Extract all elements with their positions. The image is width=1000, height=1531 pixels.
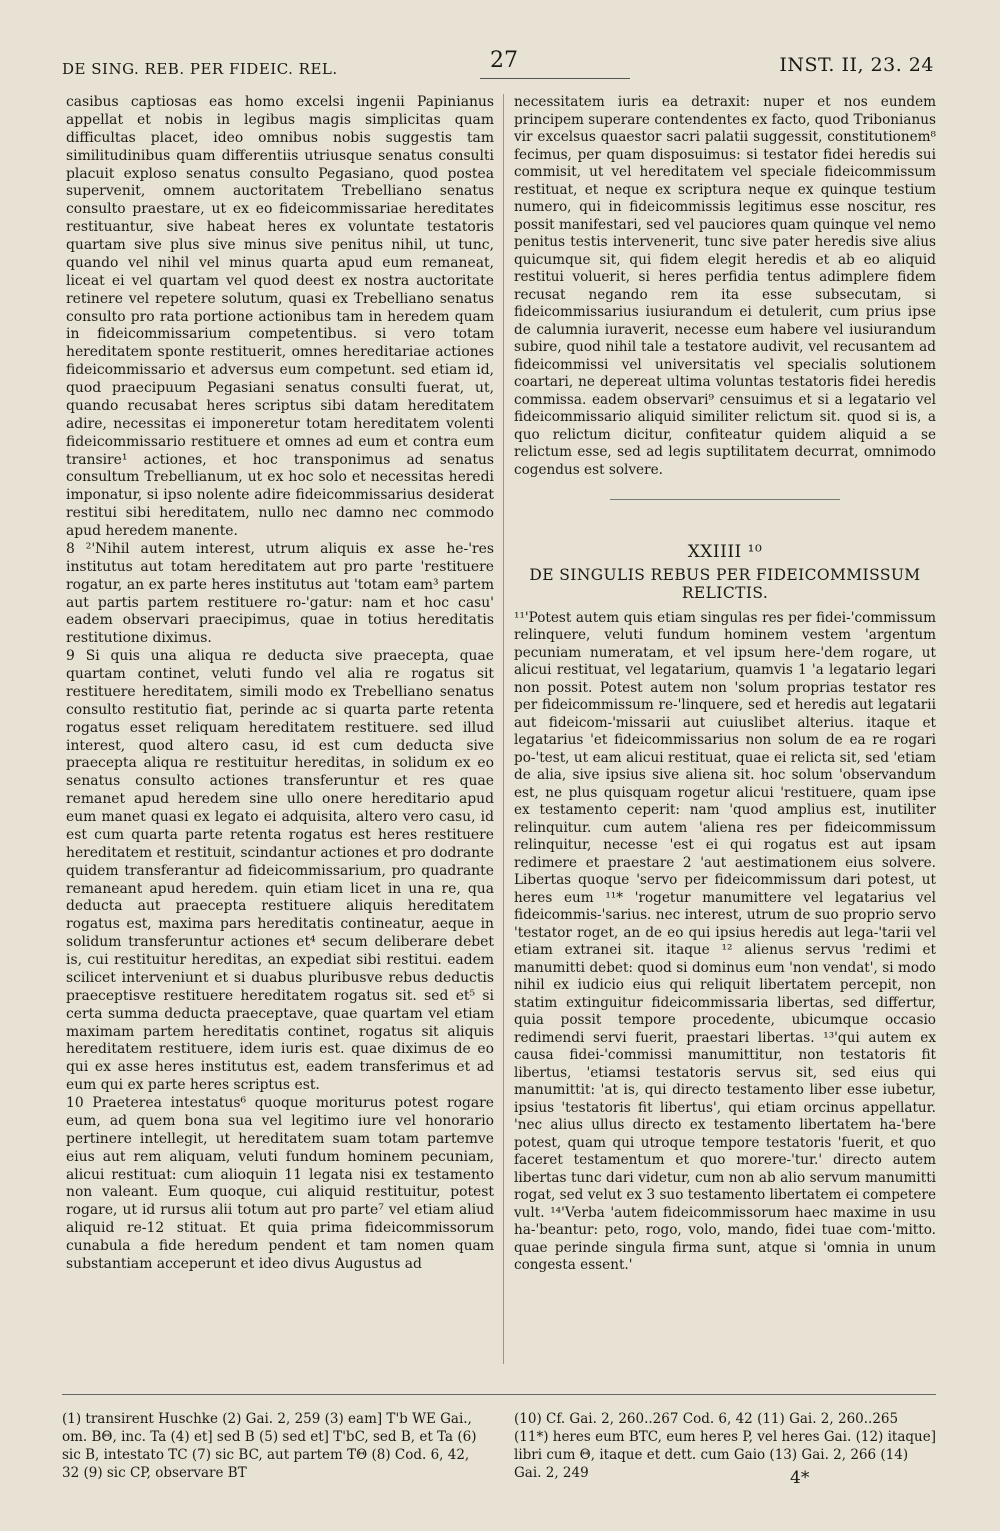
- left-column: [66, 94, 494, 1274]
- section-rule: [610, 499, 840, 500]
- right-paragraph-2: ¹¹'Potest autem quis etiam singulas res per fidei-'commissum relinquere, veluti fundum hominem vestem 'argentum pecuniam numeratam, et vel ipsum here-'dem rogare, ut alicui restituat, vel legatarium, quamvis 1 'a legatario legari non possit. Potest autem non 'solum proprias testator res per fideicommissum re-'linquere, sed et heredis aut legatarii aut fideicom-'missarii aut cuiuslibet alterius. itaque et legatarius 'et fideicommissarius non solum de ea re rogari po-'test, ut eam alicui restituat, quae ei relicta sit, sed 'etiam de alia, sive ipsius sive aliena sit. hoc solum 'observandum est, ne plus quisquam rogetur alicui 'restituere, quam ipse ex testamento ceperit: nam 'quod amplius est, inutiliter relinquitur. cum autem 'aliena res per fideicommissum relinquitur, necesse 'est ei qui rogatus est aut ipsam redimere et praestare 2 'aut aestimationem eius solvere. Libertas quoque 'servo per fideicommissum dari potest, ut heres eum ¹¹* 'rogetur manumittere vel legatarius vel fideicommis-'sarius. nec interest, utrum de suo proprio servo 'testator roget, an de eo qui ipsius heredis aut lega-'tarii vel etiam extranei sit. itaque ¹² alienus servus 'redimi et manumitti debet: quod si dominus eum 'non vendat', si modo nihil ex iudicio eius qui reliquit libertatem percepit, non statim extinguitur fideicommissaria libertas, sed differtur, quia possit tempore procedente, ubicumque occasio redimendi servi fuerit, praestari libertas. ¹³'qui autem ex causa fidei-'commissi manumittitur, non testatoris fit libertus, 'etiamsi testatoris servus sit, sed eius qui manumittit: 'at is, qui directo testamento liber esse iubetur, ipsius 'testatoris fit libertus', qui etiam orcinus appellatur. 'nec alius ullus directo ex testamento libertatem ha-'bere potest, quam qui utroque tempore testatoris 'fuerit, et quo faceret testamentum et quo morere-'tur.' directo autem libertas tunc dari videtur, cum non ab alio servum manumitti rogat, sed velut ex 3 suo testamento libertatem ei competere vult. ¹⁴'Verba 'autem fideicommissorum haec maxime in usu ha-'beantur: peto, rogo, volo, mando, fidei tuae com-'mitto. quae perinde singula firma sunt, atque si 'omnia in unum congesta essent.': [514, 609, 936, 1273]
- header-left-title: DE SING. REB. PER FIDEIC. REL.: [62, 60, 338, 78]
- footnote-rule: [62, 1394, 936, 1395]
- header-rule: [480, 78, 630, 79]
- left-paragraph-4: 10 Praeterea intestatus⁶ quoque moriturus potest rogare eum, ad quem bona sua vel legitimo iure vel honorario pertinere intellegit, ut hereditatem suam totam partemve eius aut rem aliquam, veluti fundum hominem pecuniam, alicui restituat: cum alioquin 11 legata nisi ex testamento non valeant. Eum quoque, cui aliquid restituitur, potest rogare, ut id rursus alii totum aut pro parte⁷ vel etiam aliud aliquid re-12 stituat. Et quia prima fideicommissorum cunabula a fide heredum pendent et tam nomen quam substantiam acceperunt et ideo divus Augustus ad: [66, 1095, 494, 1272]
- column-divider: [503, 94, 504, 1364]
- section-number: XXIIII ¹⁰: [687, 542, 763, 562]
- page-number: 27: [490, 48, 518, 73]
- right-column: [514, 94, 936, 1275]
- footnotes-right: (10) Cf. Gai. 2, 260..267 Cod. 6, 42 (11) Gai. 2, 260..265 (11*) heres eum BTC, eum heres P, vel heres Gai. (12) itaque] libri cum Θ, itaque et dett. cum Gaio (13) Gai. 2, 266 (14) Gai. 2, 249: [514, 1411, 936, 1481]
- section-title: DE SINGULIS REBUS PER FIDEICOMMISSUM RELICTIS.: [529, 565, 921, 602]
- signature-mark: 4*: [790, 1468, 810, 1488]
- left-paragraph-1: casibus captiosas eas homo excelsi ingenii Papinianus appellat et nobis in legibus magis simplicitas quam difficultas placet, ideo omnibus nobis suggestis tam similitudinibus quam differentiis utriusque senatus consulti placuit exploso senatus consulto Pegasiano, quod postea supervenit, omnem auctoritatem Trebelliano senatus consulto praestare, ut ex eo fideicommissariae hereditates restituantur, sive habeat heres ex voluntate testatoris quartam sive plus sive minus sive penitus nihil, ut tunc, quando vel nihil vel minus quarta apud eum remaneat, liceat ei vel quartam vel quod deest ex nostra auctoritate retinere vel repetere solutum, quasi ex Trebelliano senatus consulto pro rata portione actionibus tam in heredem quam in fideicommissarium competentibus. si vero totam hereditatem sponte restituerit, omnes hereditariae actiones fideicommissario et adversus eum competunt. sed etiam id, quod praecipuum Pegasiani senatus consulti fuerat, ut, quando recusabat heres scriptus sibi datam hereditatem adire, necessitas ei imponeretur totam hereditatem volenti fideicommissario restituere et omnes ad eum et contra eum transire¹ actiones, et hoc transponimus ad senatus consultum Trebellianum, ut ex hoc solo et necessitas heredi imponatur, si ipso nolente adire fideicommissarius desiderat restitui sibi hereditatem, nullo nec damno nec commodo apud heredem manente.: [66, 94, 494, 539]
- running-header: [62, 48, 934, 84]
- left-paragraph-2: 8 ²'Nihil autem interest, utrum aliquis ex asse he-'res institutus aut totam hereditatem aut pro parte 'restituere rogatur, an ex parte heres institutus aut 'totam eam³ partem aut partis partem restituere ro-'gatur: nam et hoc casu' eadem observari praecipimus, quae in totius hereditatis restitutione diximus.: [66, 540, 494, 647]
- footnotes-left: (1) transirent Huschke (2) Gai. 2, 259 (3) eam] T'b WE Gai., om. BΘ, inc. Ta (4) et] sed B (5) sed et] T'bC, sed B, et Ta (6) sic B, intestato TC (7) sic BC, aut partem TΘ (8) Cod. 6, 42, 32 (9) sic CP, observare BT: [62, 1411, 477, 1481]
- left-paragraph-3: 9 Si quis una aliqua re deducta sive praecepta, quae quartam continet, veluti fundo vel alia re rogatus sit restituere hereditatem, simili modo ex Trebelliano senatus consulto restitutio fiat, perinde ac si quarta parte retenta rogatus esset reliquam hereditatem restituere. sed illud interest, quod altero casu, id est cum deducta sive praecepta aliqua re restituitur hereditas, in solidum ex eo senatus consulto actiones transferuntur et res quae remanet apud heredem sine ullo onere hereditario apud eum manet quasi ex legato ei adquisita, altero vero casu, id est cum quarta parte retenta rogatus est heres restituere hereditatem et restituit, scindantur actiones et pro dodrante quidem transferantur ad fideicommissarium, pro quadrante remaneant apud heredem. quin etiam licet in una re, qua deducta aut praecepta restituere aliquis hereditatem rogatus est, maxima pars hereditatis contineatur, aeque in solidum transferuntur actiones et⁴ secum deliberare debet is, cui restituitur hereditas, an expediat sibi restitui. eadem scilicet interveniunt et si duabus pluribusve rebus deductis praeceptisve restituere hereditatem rogatus sit. sed et⁵ si certa summa deducta praeceptave, quae quartam vel etiam maximam partem hereditatis continet, rogatus sit aliquis hereditatem restituere, idem iuris est. quae diximus de eo qui ex asse heres institutus est, eadem transferimus et ad eum qui ex parte heres scriptus est.: [66, 648, 494, 1094]
- header-right-reference: INST. II, 23. 24: [779, 54, 934, 76]
- right-paragraph-1: necessitatem iuris ea detraxit: nuper et nos eundem principem superare contendentes ex facto, quod Tribonianus vir excelsus quaestor sacri palatii suggessit, constitutionem⁸ fecimus, per quam disposuimus: si testator fidei heredis sui commisit, ut vel hereditatem vel speciale fideicommissum restituat, et neque ex scriptura neque ex quinque testium numero, qui in fideicommissis legitimus esse noscitur, res possit manifestari, sed vel pauciores quam quinque vel nemo penitus testis intervenerit, tunc sive pater heredis sive alius quicumque sit, qui fidem elegit heredis et ab eo aliquid restitui voluerit, si heres perfidia tentus adimplere fidem recusat negando rem ita esse subsecutam, si fideicommissarius iusiurandum ei detulerit, cum prius ipse de calumnia iuraverit, necesse eum habere vel iusiurandum subire, quod nihil tale a testatore audivit, vel recusantem ad fideicommissi vel universitatis vel specialis solutionem coartari, ne depereat ultima voluntas testatoris fidei heredis commissa. eadem observari⁹ censuimus et si a legatario vel fideicommissario aliquid similiter relictum sit. quod si is, a quo relictum dicitur, confiteatur quidem aliquid a se relictum esse, sed ad legis suptilitatem decurrat, omnimodo cogendus est solvere.: [514, 94, 936, 478]
